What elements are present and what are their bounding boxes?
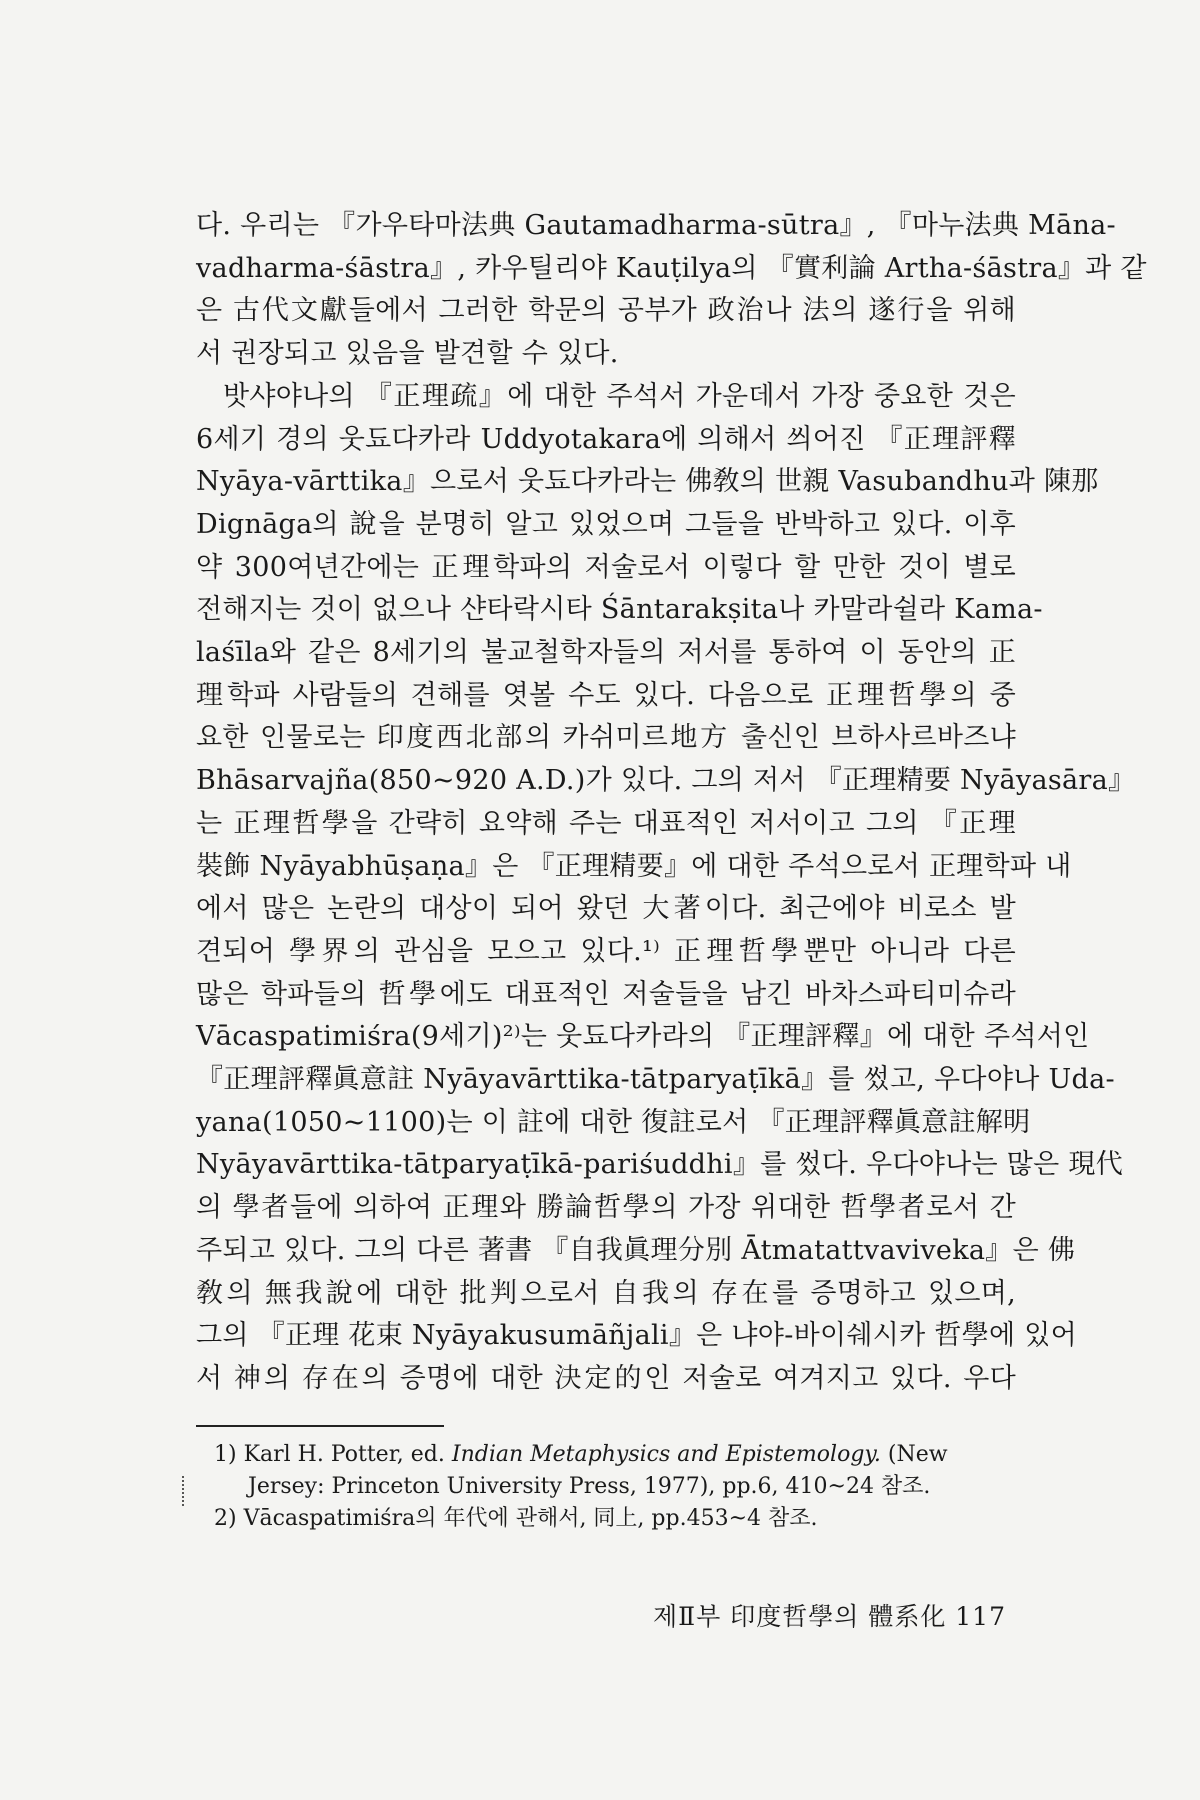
footnote-1-prefix: 1) Karl H. Potter, ed. — [214, 1442, 452, 1467]
running-footer: 제Ⅱ부 印度哲學의 體系化 117 — [652, 1602, 1006, 1631]
text-line: 서 권장되고 있음을 발견할 수 있다. — [196, 338, 619, 370]
text-line: laśīla와 같은 8세기의 불교철학자들의 저서를 통하여 이 동안의 正 — [196, 637, 1016, 669]
text-line: 『正理評釋眞意註 Nyāyavārttika-tātparyaṭīkā』를 썼고, 우다야나 Uda- — [196, 1064, 1115, 1096]
footnotes — [214, 1439, 1014, 1535]
book-page — [196, 205, 1147, 1765]
text-line: Bhāsarvajña(850~920 A.D.)가 있다. 그의 저서 『正理精要 Nyāyasāra』 — [196, 765, 1136, 797]
footnote-1 — [214, 1439, 1014, 1503]
body-text — [196, 205, 1147, 1401]
text-line: Nyāyavārttika-tātparyaṭīkā-pariśuddhi』를 썼다. 우다야나는 많은 現代 — [196, 1149, 1123, 1181]
text-line: 밧샤야나의 『正理疏』에 대한 주석서 가운데서 가장 중요한 것은 — [223, 380, 1016, 412]
footnote-divider — [196, 1425, 444, 1427]
text-line: 주되고 있다. 그의 다른 著書 『自我眞理分別 Ātmatattvaviveka』은 佛 — [196, 1234, 1076, 1266]
text-line: 에서 많은 논란의 대상이 되어 왔던 大著이다. 최근에야 비로소 발 — [196, 893, 1016, 925]
text-line: 그의 『正理 花束 Nyāyakusumāñjali』은 냐야-바이쉐시카 哲學에 있어 — [196, 1320, 1078, 1352]
text-line: 敎의 無我說에 대한 批判으로서 自我의 存在를 증명하고 있으며, — [196, 1277, 1016, 1309]
footnote-1-title: Indian Metaphysics and Epistemology. — [451, 1442, 881, 1467]
margin-dot-mark — [182, 1476, 186, 1506]
text-line: 은 古代文獻들에서 그러한 학문의 공부가 政治나 法의 遂行을 위해 — [196, 295, 1016, 327]
text-line: vadharma-śāstra』, 카우틸리야 Kauṭilya의 『實利論 Artha-śāstra』과 같 — [196, 252, 1147, 284]
text-line: 6세기 경의 웃됴다카라 Uddyotakara에 의해서 씌어진 『正理評釋 — [196, 423, 1016, 455]
text-line: 다. 우리는 『가우타마法典 Gautamadharma-sūtra』, 『마누法典 Māna- — [196, 210, 1116, 241]
text-line: yana(1050~1100)는 이 註에 대한 復註로서 『正理評釋眞意註解明 — [196, 1106, 1031, 1138]
text-line: 요한 인물로는 印度西北部의 카쉬미르地方 출신인 브하사르바즈냐 — [196, 722, 1016, 754]
text-line: 서 神의 存在의 증명에 대한 決定的인 저술로 여겨지고 있다. 우다 — [196, 1362, 1016, 1394]
text-line: 는 正理哲學을 간략히 요약해 주는 대표적인 저서이고 그의 『正理 — [196, 807, 1016, 839]
text-line: 의 學者들에 의하여 正理와 勝論哲學의 가장 위대한 哲學者로서 간 — [196, 1192, 1016, 1224]
text-line: 많은 학파들의 哲學에도 대표적인 저술들을 남긴 바차스파티미슈라 — [196, 978, 1016, 1010]
paragraph-1 — [196, 205, 1147, 376]
text-line: Dignāga의 說을 분명히 알고 있었으며 그들을 반박하고 있다. 이후 — [196, 508, 1016, 540]
footnote-1-suffix: (New Jersey: Princeton University Press, 1977), pp.6, 410~24 참조. — [248, 1442, 948, 1499]
text-line: Vācaspatimiśra(9세기)²⁾는 웃됴다카라의 『正理評釋』에 대한 주석서인 — [196, 1021, 1090, 1053]
text-line: 전해지는 것이 없으나 샨타락시타 Śāntarakṣita나 카말라쉴라 Kama- — [196, 594, 1043, 626]
text-line: 견되어 學界의 관심을 모으고 있다.¹⁾ 正理哲學뿐만 아니라 다른 — [196, 935, 1016, 967]
text-line: 약 300여년간에는 正理학파의 저술로서 이렇다 할 만한 것이 별로 — [196, 551, 1016, 583]
paragraph-2 — [196, 376, 1136, 1401]
text-line: Nyāya-vārttika』으로서 웃됴다카라는 佛敎의 世親 Vasubandhu과 陳那 — [196, 466, 1099, 498]
footnote-2: 2) Vācaspatimiśra의 年代에 관해서, 同上, pp.453~4 참조. — [214, 1506, 818, 1531]
text-line: 裝飾 Nyāyabhūṣaṇa』은 『正理精要』에 대한 주석으로서 正理학파 내 — [196, 850, 1072, 882]
text-line: 理학파 사람들의 견해를 엿볼 수도 있다. 다음으로 正理哲學의 중 — [196, 679, 1016, 711]
